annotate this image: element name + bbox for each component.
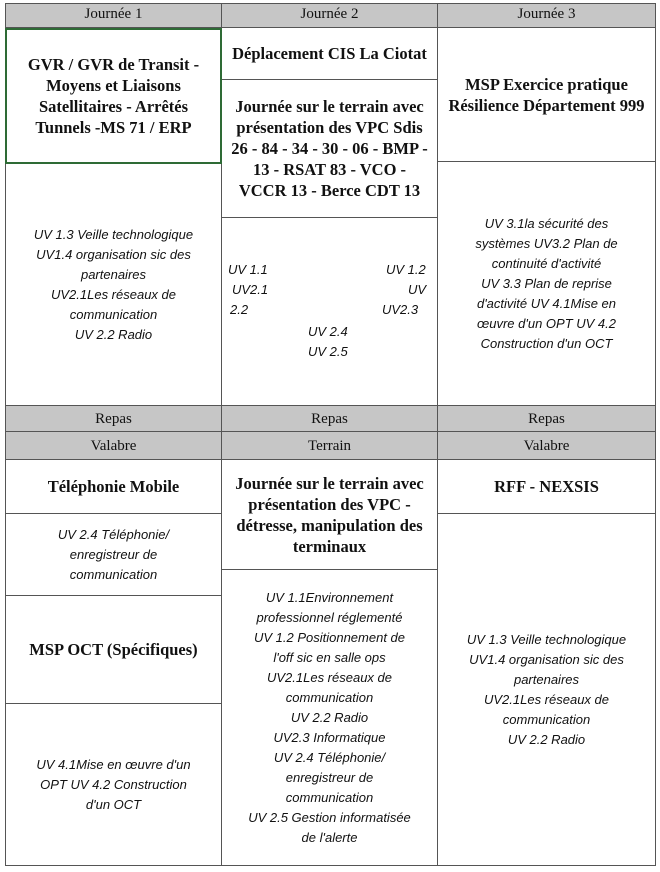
d2-uv: UV — [408, 282, 427, 297]
d1-afternoon-details2[interactable] — [5, 704, 222, 866]
d2-morning-details[interactable] — [222, 218, 438, 406]
d2-a-line: communication — [285, 689, 374, 705]
d2-uv: UV 1.2 — [386, 262, 426, 277]
d3-m-line: UV 3.3 Plan de reprise — [481, 275, 612, 291]
d2-afternoon-details[interactable] — [222, 570, 438, 866]
d1-m-line: UV2.1Les réseaux de — [50, 286, 177, 302]
d3-a-line: UV 1.3 Veille technologique — [466, 631, 627, 647]
d1-afternoon-title2[interactable]: MSP OCT (Spécifiques) — [5, 596, 222, 704]
d1-a2-line: OPT UV 4.2 Construction — [40, 776, 187, 792]
d3-m-line: continuité d'activité — [491, 255, 602, 271]
d2-a-line: UV 2.4 Téléphonie/ — [273, 749, 386, 765]
lunch-d1[interactable]: Repas — [5, 406, 222, 432]
d1-a-line: UV 2.4 Téléphonie/ — [57, 526, 170, 542]
d3-morning-title[interactable]: MSP Exercice pratique Résilience Département 999 — [438, 28, 656, 162]
d1-m-line: partenaires — [80, 266, 147, 282]
d2-a-line: UV 2.2 Radio — [290, 709, 369, 725]
d3-m-line: UV 3.1la sécurité des — [484, 215, 609, 231]
d2-uv: UV2.1 — [232, 282, 269, 297]
d1-a2-line: d'un OCT — [85, 796, 142, 812]
d3-a-line: partenaires — [513, 671, 580, 687]
d2-morning-title1[interactable]: Déplacement CIS La Ciotat — [222, 28, 438, 80]
d1-morning-title[interactable]: GVR / GVR de Transit - Moyens et Liaisons Satellitaires - Arrêtés Tunnels -MS 71 / ERP — [5, 28, 222, 164]
d2-a-line: UV 1.2 Positionnement de — [253, 629, 406, 645]
d3-m-line: Construction d'un OCT — [480, 335, 613, 351]
d1-morning-details[interactable] — [5, 164, 222, 406]
d2-uv: UV2.3 — [382, 302, 419, 317]
d2-a-line: de l'alerte — [301, 829, 358, 845]
d3-afternoon-details[interactable] — [438, 514, 656, 866]
d3-m-line: d'activité UV 4.1Mise en — [476, 295, 617, 311]
lunch-d3[interactable]: Repas — [438, 406, 656, 432]
d2-a-line: l'off sic en salle ops — [273, 649, 386, 665]
day-header-2[interactable]: Journée 2 — [222, 3, 438, 28]
d1-m-line: UV 2.2 Radio — [74, 326, 153, 342]
d2-a-line: UV 1.1Environnement — [265, 589, 394, 605]
d3-a-line: UV 2.2 Radio — [507, 731, 586, 747]
d2-a-line: communication — [285, 789, 374, 805]
d2-a-line: UV 2.5 Gestion informatisée — [248, 809, 411, 825]
d2-uv: 2.2 — [230, 302, 249, 317]
day-header-1[interactable]: Journée 1 — [5, 3, 222, 28]
d3-afternoon-title[interactable]: RFF - NEXSIS — [438, 460, 656, 514]
d2-a-line: enregistreur de — [285, 769, 374, 785]
d1-afternoon-details1[interactable] — [5, 514, 222, 596]
location-d3[interactable]: Valabre — [438, 432, 656, 460]
d1-m-line: communication — [69, 306, 158, 322]
d2-a-line: UV2.1Les réseaux de — [266, 669, 393, 685]
d2-a-line: UV2.3 Informatique — [273, 729, 386, 745]
d1-m-line: UV1.4 organisation sic des — [36, 246, 191, 262]
d1-a2-line: UV 4.1Mise en œuvre d'un — [36, 756, 191, 772]
day-header-3[interactable]: Journée 3 — [438, 3, 656, 28]
location-d1[interactable]: Valabre — [5, 432, 222, 460]
d1-a-line: communication — [69, 566, 158, 582]
d2-afternoon-title[interactable]: Journée sur le terrain avec présentation des VPC - détresse, manipulation des terminaux — [222, 460, 438, 570]
d3-morning-details[interactable] — [438, 162, 656, 406]
d1-m-line: UV 1.3 Veille technologique — [33, 226, 194, 242]
d2-uv: UV 1.1 — [228, 262, 268, 277]
d1-afternoon-title1[interactable]: Téléphonie Mobile — [5, 460, 222, 514]
d2-a-line: professionnel réglementé — [256, 609, 403, 625]
d2-uv: UV 2.4 — [308, 324, 348, 339]
d2-morning-title2[interactable]: Journée sur le terrain avec présentation des VPC Sdis 26 - 84 - 34 - 30 - 06 - BMP - 13 - RSAT 83 - VCO - VCCR 13 - Berce CDT 13 — [222, 80, 438, 218]
d3-a-line: communication — [502, 711, 591, 727]
d3-m-line: systèmes UV3.2 Plan de — [475, 235, 618, 251]
d1-a-line: enregistreur de — [69, 546, 158, 562]
d3-m-line: œuvre d'un OPT UV 4.2 — [476, 315, 617, 331]
d2-uv: UV 2.5 — [308, 344, 348, 359]
lunch-d2[interactable]: Repas — [222, 406, 438, 432]
location-d2[interactable]: Terrain — [222, 432, 438, 460]
d3-a-line: UV2.1Les réseaux de — [483, 691, 610, 707]
d3-a-line: UV1.4 organisation sic des — [469, 651, 624, 667]
